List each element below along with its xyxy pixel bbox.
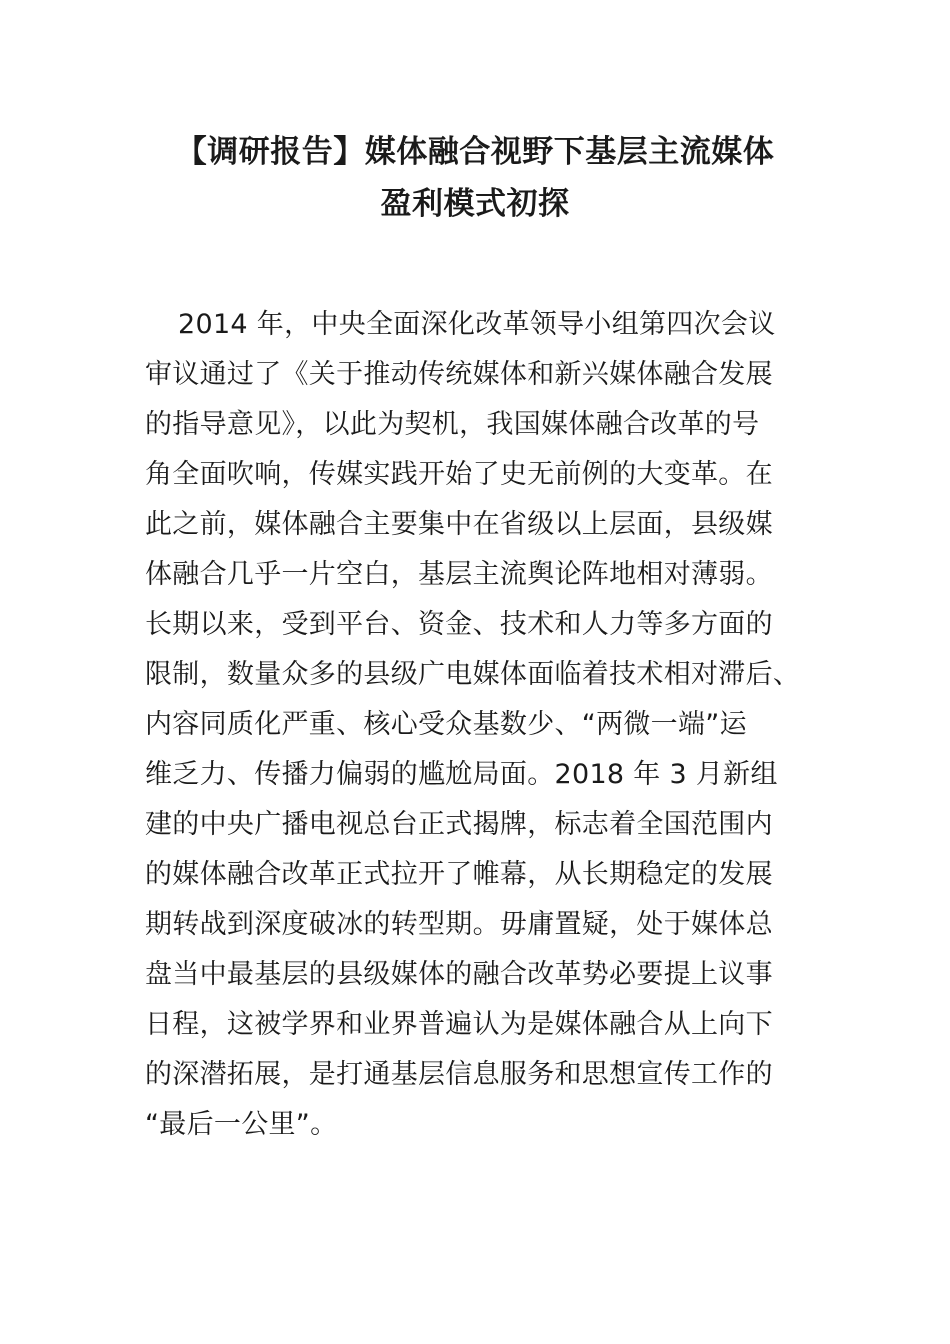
document-title-line-1: 【调研报告】媒体融合视野下基层主流媒体 — [175, 134, 775, 170]
paragraph-line: 的深潜拓展，是打通基层信息服务和思想宣传工作的 — [145, 1059, 773, 1090]
paragraph-line: 的媒体融合改革正式拉开了帷幕，从长期稳定的发展 — [145, 859, 773, 890]
paragraph-line: 内容同质化严重、核心受众基数少、“两微一端”运 — [145, 709, 747, 740]
paragraph-line: 限制，数量众多的县级广电媒体面临着技术相对滞后、 — [145, 659, 801, 690]
paragraph-line: 日程，这被学界和业界普遍认为是媒体融合从上向下 — [145, 1009, 773, 1040]
paragraph-line: 盘当中最基层的县级媒体的融合改革势必要提上议事 — [145, 959, 773, 990]
paragraph-line: 长期以来，受到平台、资金、技术和人力等多方面的 — [145, 609, 773, 640]
paragraph-line: 审议通过了《关于推动传统媒体和新兴媒体融合发展 — [145, 359, 773, 390]
paragraph-line: 体融合几乎一片空白，基层主流舆论阵地相对薄弱。 — [145, 559, 773, 590]
paragraph-line: 的指导意见》，以此为契机，我国媒体融合改革的号 — [145, 409, 760, 440]
paragraph-line: 角全面吹响，传媒实践开始了史无前例的大变革。在 — [145, 459, 773, 490]
paragraph-line: 期转战到深度破冰的转型期。毋庸置疑，处于媒体总 — [145, 909, 773, 940]
paragraph-line: 维乏力、传播力偏弱的尴尬局面。2018 年 3 月新组 — [145, 759, 778, 790]
paragraph-line: 建的中央广播电视总台正式揭牌，标志着全国范围内 — [145, 809, 773, 840]
paragraph-line: “最后一公里”。 — [145, 1109, 338, 1140]
body-paragraph — [145, 300, 825, 1150]
paragraph-line: 2014 年，中央全面深化改革领导小组第四次会议 — [178, 309, 776, 340]
paragraph-line: 此之前，媒体融合主要集中在省级以上层面，县级媒 — [145, 509, 773, 540]
document-title-line-2: 盈利模式初探 — [380, 186, 570, 222]
